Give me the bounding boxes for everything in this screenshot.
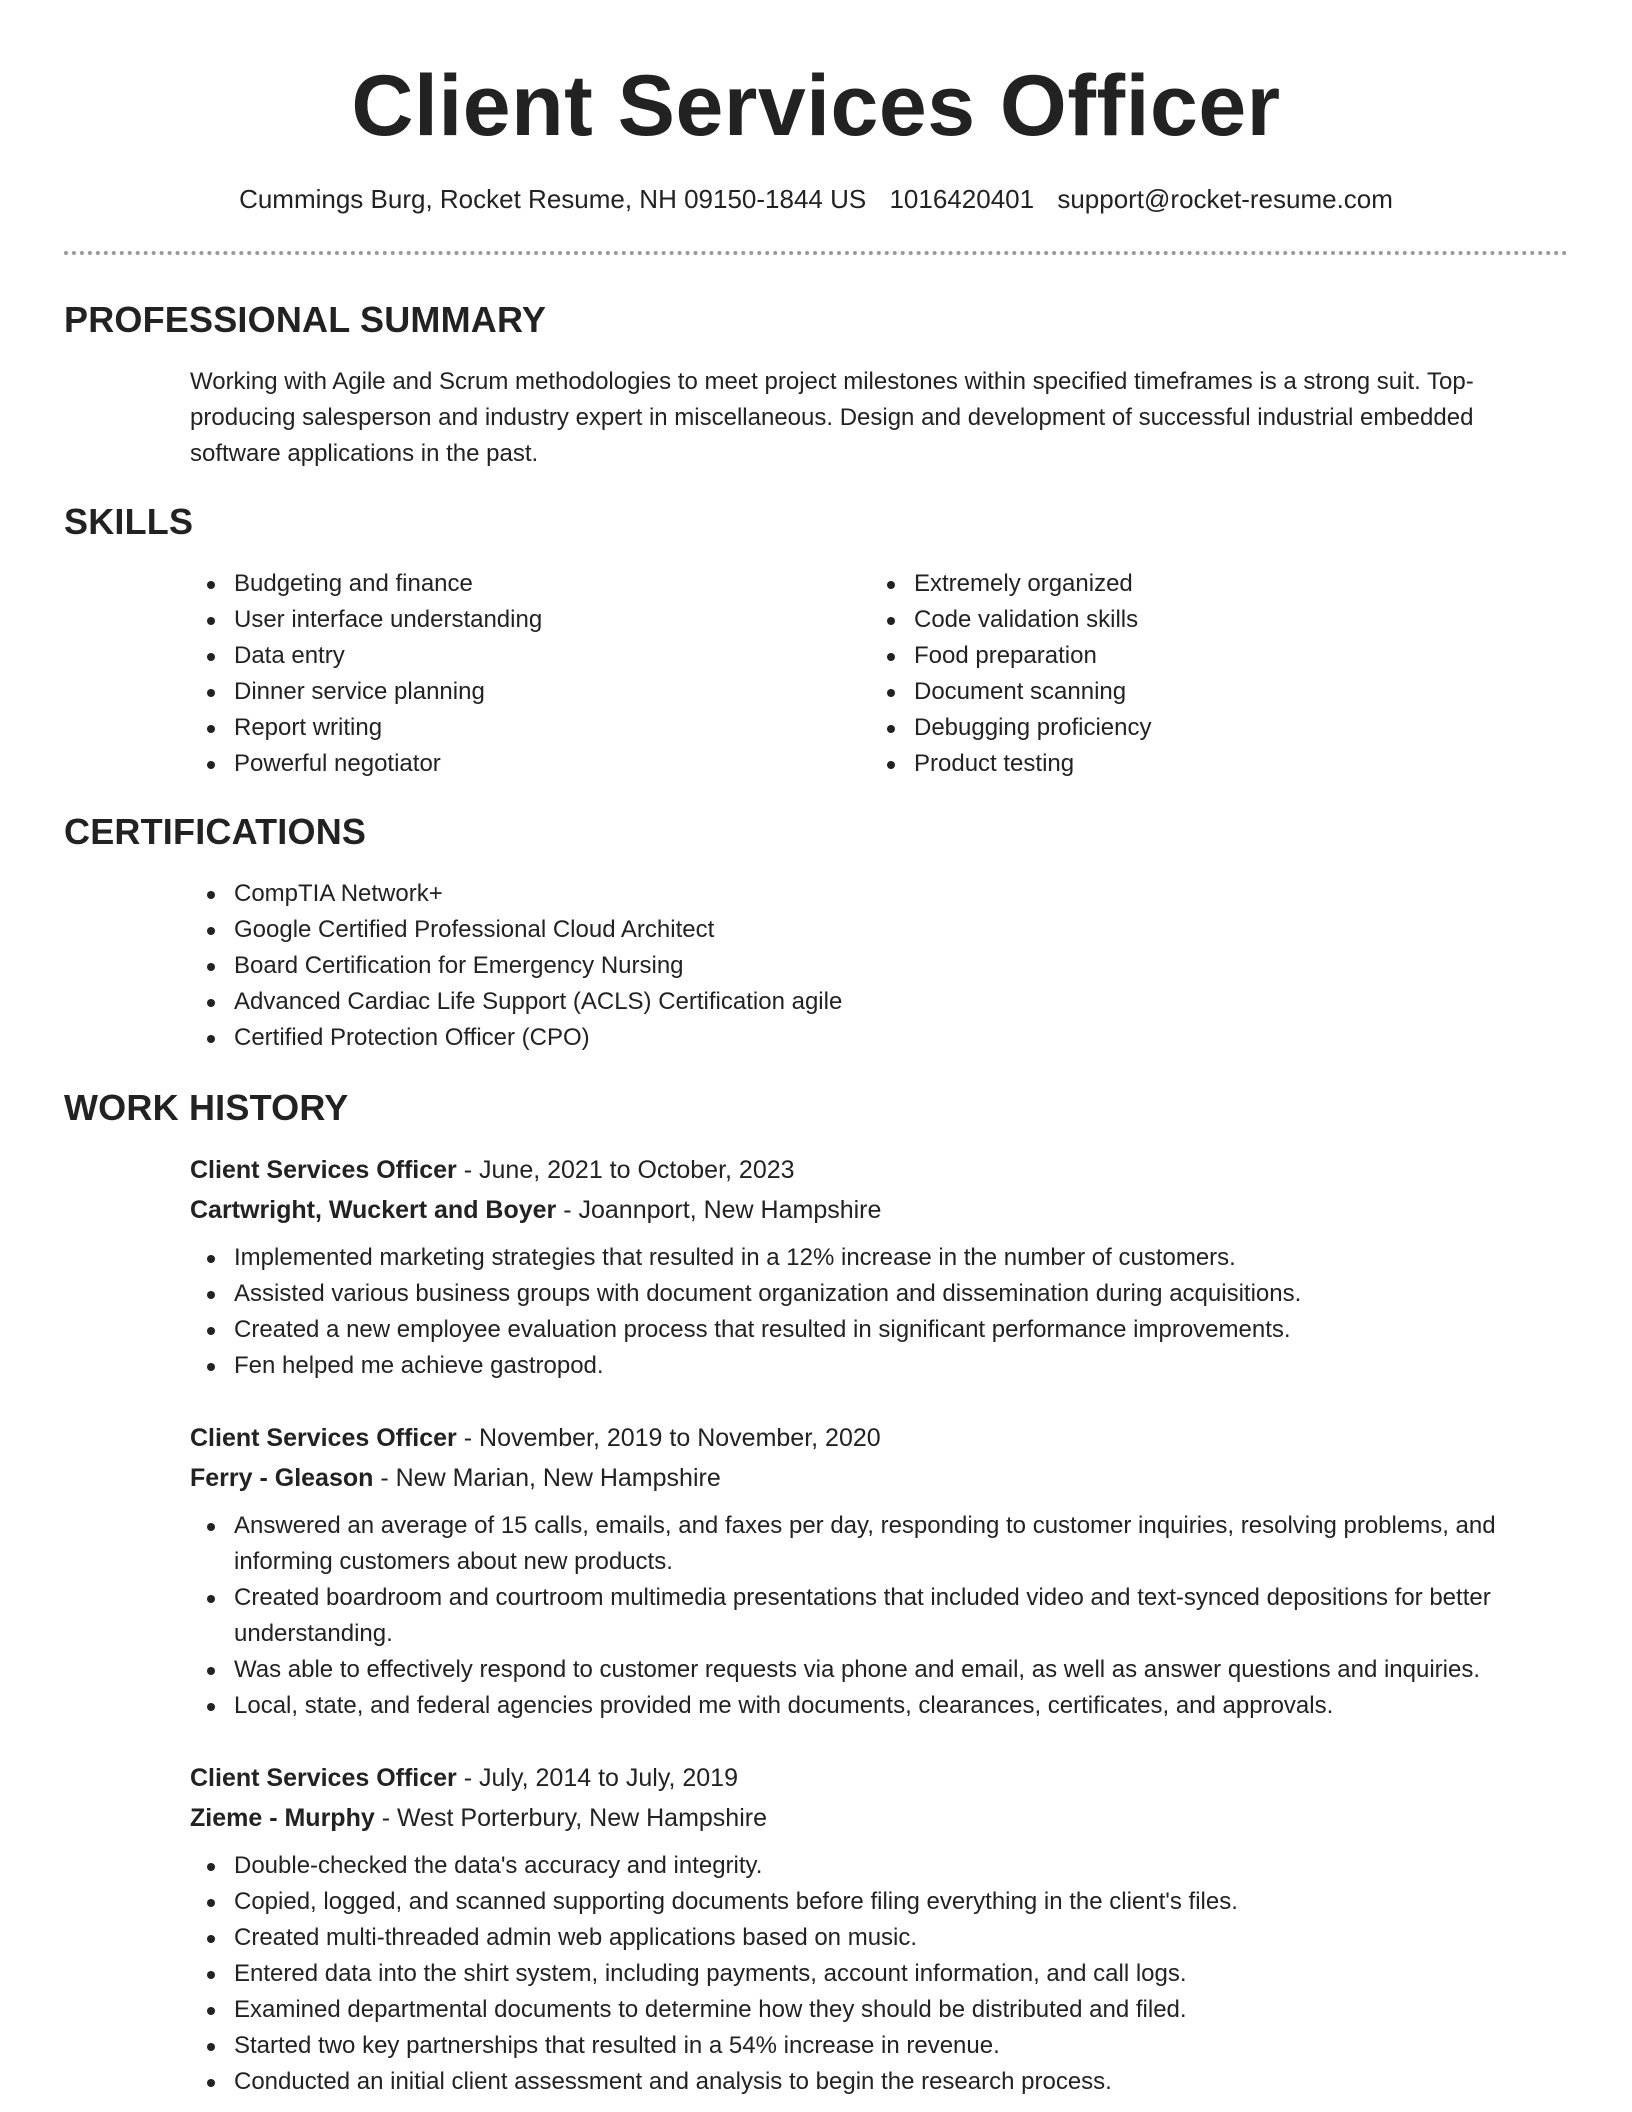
list-item: Report writing — [190, 710, 830, 746]
list-item: Google Certified Professional Cloud Architect — [190, 912, 1568, 948]
skills-heading: SKILLS — [64, 501, 194, 542]
list-item: Extremely organized — [870, 566, 1510, 602]
list-item: Product testing — [870, 746, 1510, 782]
list-item: Double-checked the data's accuracy and integrity. — [190, 1848, 1568, 1884]
job-dates: - July, 2014 to July, 2019 — [456, 1764, 738, 1792]
certifications-heading: CERTIFICATIONS — [64, 811, 367, 852]
list-item: Created boardroom and courtroom multimedia presentations that included video and text-synced depositions for better understanding. — [190, 1580, 1568, 1652]
skills-list-left — [190, 566, 830, 782]
summary-text: Working with Agile and Scrum methodologies to meet project milestones within specified timeframes is a strong suit. Top-producing salesperson and industry expert in miscellaneous. Design and development of successful industrial embedded software applications in the past. — [190, 368, 1474, 467]
list-item: Copied, logged, and scanned supporting documents before filing everything in the client's files. — [190, 1884, 1568, 1920]
list-item: Code validation skills — [870, 602, 1510, 638]
job-entry — [190, 1150, 1568, 1384]
list-item: Food preparation — [870, 638, 1510, 674]
list-item: Powerful negotiator — [190, 746, 830, 782]
list-item: Was able to effectively respond to customer requests via phone and email, as well as answer questions and inquiries. — [190, 1652, 1568, 1688]
job-company: Ferry - Gleason — [190, 1464, 374, 1492]
skills-column-left — [190, 566, 830, 782]
list-item: Fen helped me achieve gastropod. — [190, 1348, 1568, 1384]
job-dates: - November, 2019 to November, 2020 — [456, 1424, 881, 1452]
job-title: Client Services Officer — [190, 1156, 457, 1184]
list-item: Data entry — [190, 638, 830, 674]
list-item: Examined departmental documents to determine how they should be distributed and filed. — [190, 1992, 1568, 2028]
job-bullets — [190, 1240, 1568, 1384]
skills-grid — [64, 566, 1568, 782]
list-item: Started two key partnerships that resulted in a 54% increase in revenue. — [190, 2028, 1568, 2064]
list-item: Board Certification for Emergency Nursing — [190, 948, 1568, 984]
job-company-line — [190, 1798, 1568, 1838]
job-company: Zieme - Murphy — [190, 1804, 375, 1832]
job-title-line — [190, 1758, 1568, 1798]
list-item: CompTIA Network+ — [190, 876, 1568, 912]
contact-address: Cummings Burg, Rocket Resume, NH 09150-1844 US — [239, 184, 867, 214]
job-location: - Joannport, New Hampshire — [556, 1196, 882, 1224]
list-item: Local, state, and federal agencies provided me with documents, clearances, certificates, and approvals. — [190, 1688, 1568, 1724]
job-location: - New Marian, New Hampshire — [373, 1464, 721, 1492]
certifications-section — [64, 810, 1568, 1056]
job-title: Client Services Officer — [190, 1424, 457, 1452]
list-item: Advanced Cardiac Life Support (ACLS) Certification agile — [190, 984, 1568, 1020]
work-history-heading: WORK HISTORY — [64, 1087, 349, 1128]
contact-phone: 1016420401 — [889, 184, 1035, 214]
work-history-section — [64, 1086, 1568, 2100]
dotted-divider — [64, 251, 1568, 255]
list-item: Created a new employee evaluation process that resulted in significant performance improvements. — [190, 1312, 1568, 1348]
summary-section — [64, 298, 1568, 472]
list-item: Assisted various business groups with document organization and dissemination during acquisitions. — [190, 1276, 1568, 1312]
summary-heading: PROFESSIONAL SUMMARY — [64, 299, 547, 340]
job-title-line — [190, 1418, 1568, 1458]
job-company-line — [190, 1458, 1568, 1498]
job-title: Client Services Officer — [190, 1764, 457, 1792]
resume-name: Client Services Officer — [351, 58, 1281, 154]
job-title-line — [190, 1150, 1568, 1190]
job-company-line — [190, 1190, 1568, 1230]
job-entry — [190, 1758, 1568, 2100]
certifications-list — [190, 876, 1568, 1056]
list-item: Debugging proficiency — [870, 710, 1510, 746]
list-item: Answered an average of 15 calls, emails, and faxes per day, responding to customer inquiries, resolving problems, and informing customers about new products. — [190, 1508, 1568, 1580]
list-item: Dinner service planning — [190, 674, 830, 710]
job-bullets — [190, 1848, 1568, 2100]
list-item: Budgeting and finance — [190, 566, 830, 602]
list-item: Conducted an initial client assessment and analysis to begin the research process. — [190, 2064, 1568, 2100]
list-item: Created multi-threaded admin web applications based on music. — [190, 1920, 1568, 1956]
list-item: Document scanning — [870, 674, 1510, 710]
list-item: Implemented marketing strategies that resulted in a 12% increase in the number of customers. — [190, 1240, 1568, 1276]
skills-section — [64, 500, 1568, 782]
job-dates: - June, 2021 to October, 2023 — [456, 1156, 795, 1184]
contact-line — [0, 181, 1632, 217]
list-item: Certified Protection Officer (CPO) — [190, 1020, 1568, 1056]
list-item: Entered data into the shirt system, including payments, account information, and call logs. — [190, 1956, 1568, 1992]
skills-column-right — [870, 566, 1510, 782]
job-location: - West Porterbury, New Hampshire — [374, 1804, 767, 1832]
contact-email: support@rocket-resume.com — [1057, 184, 1393, 214]
job-bullets — [190, 1508, 1568, 1724]
job-company: Cartwright, Wuckert and Boyer — [190, 1196, 557, 1224]
job-entry — [190, 1418, 1568, 1724]
skills-list-right — [870, 566, 1510, 782]
list-item: User interface understanding — [190, 602, 830, 638]
